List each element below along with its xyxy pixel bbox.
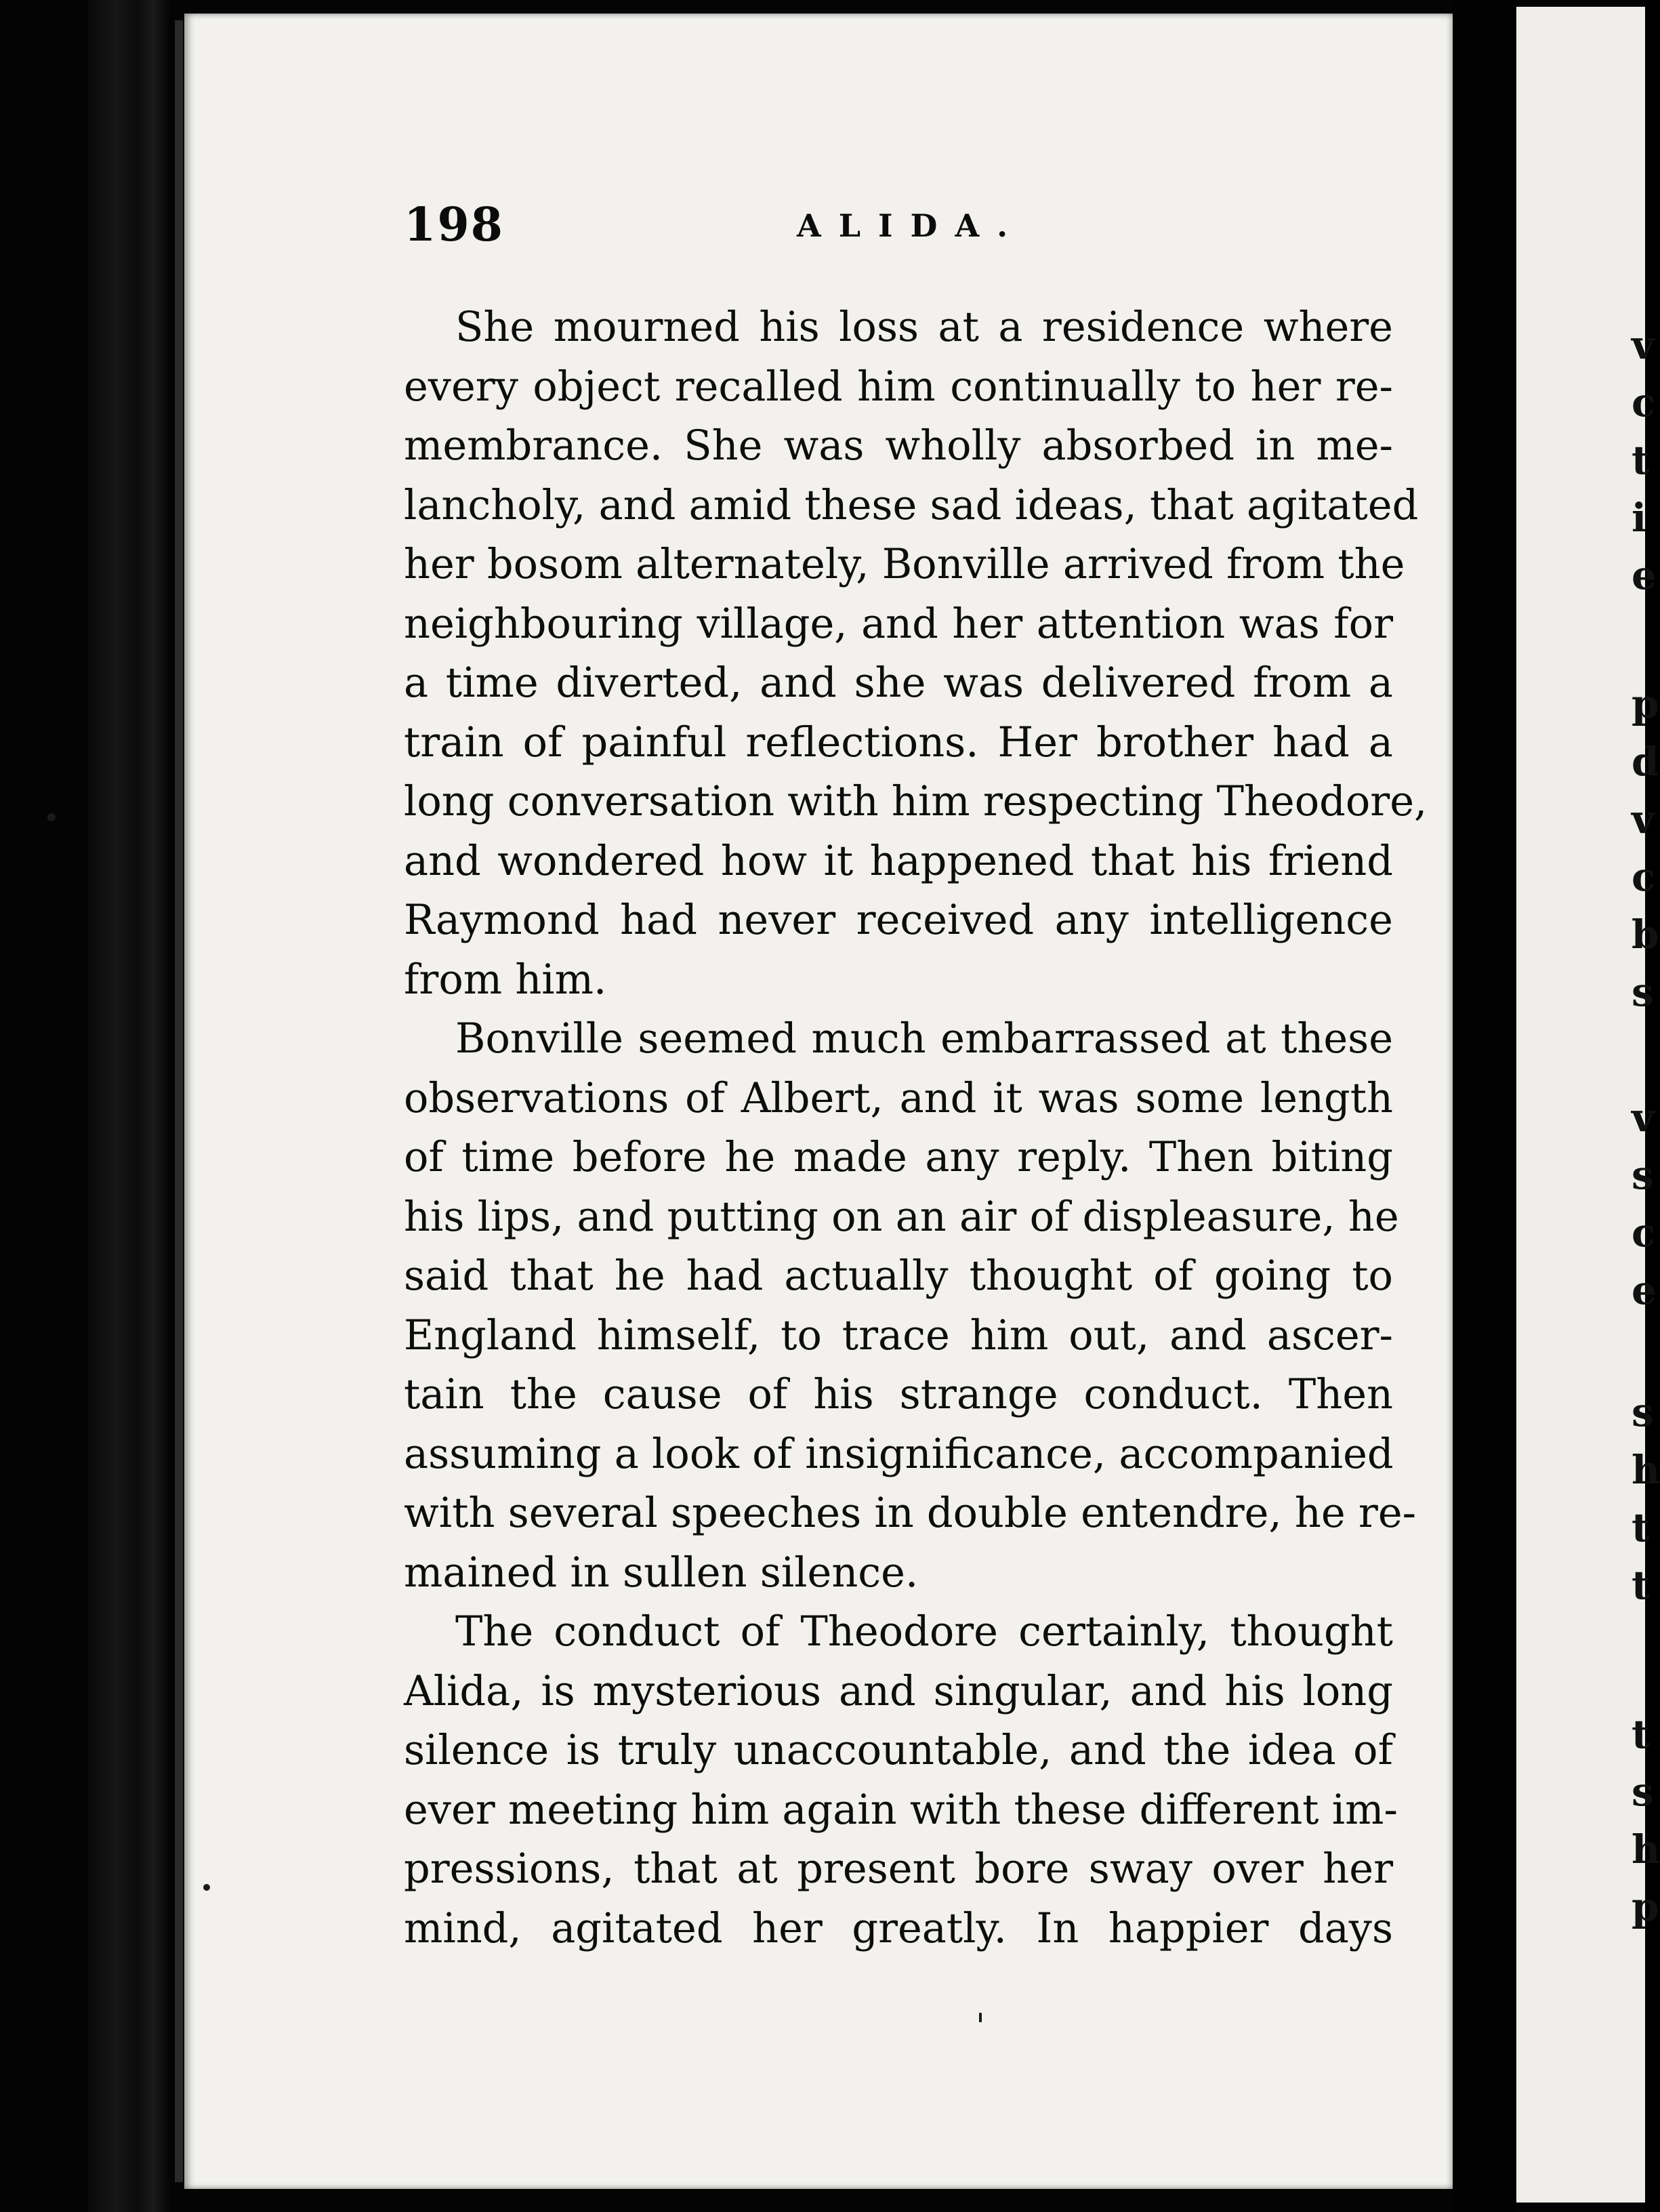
facing-letter: h: [1632, 1447, 1660, 1493]
facing-letter: t: [1632, 1562, 1650, 1608]
page-number: 198: [404, 198, 504, 252]
text-line: her bosom alternately, Bonville arrived from the: [404, 541, 1405, 588]
text-line: tain the cause of his strange conduct. Then: [404, 1371, 1393, 1418]
facing-letter: v: [1632, 322, 1655, 368]
facing-letter: i: [1632, 495, 1647, 541]
scan-speck: [979, 2013, 982, 2022]
text-line: She mourned his loss at a residence where: [455, 304, 1393, 351]
text-line: long conversation with him respecting Theodore,: [404, 778, 1428, 825]
body-text: [404, 298, 1428, 1959]
text-line: silence is truly unaccountable, and the idea of: [404, 1727, 1393, 1774]
text-line: neighbouring village, and her attention was for: [404, 600, 1393, 648]
text-line: England himself, to trace him out, and ascer-: [404, 1311, 1393, 1359]
scan-speck: [47, 813, 56, 821]
facing-letter: s: [1632, 1152, 1654, 1198]
facing-letter: c: [1632, 380, 1656, 426]
scan-speck: [203, 1884, 210, 1891]
facing-letter: b: [1632, 912, 1659, 958]
spine-edge: [175, 20, 183, 2182]
facing-letter: h: [1632, 1826, 1660, 1872]
facing-letter: p: [1632, 1884, 1659, 1930]
page-header: [404, 198, 1393, 252]
facing-letter: p: [1632, 681, 1659, 727]
text-line: his lips, and putting on an air of displeasure, he: [404, 1193, 1399, 1241]
paragraph-3: [404, 1603, 1398, 1959]
paragraph-2: [404, 1010, 1417, 1603]
facing-page-edge: [1516, 7, 1660, 2203]
text-line: every object recalled him continually to her re-: [404, 363, 1393, 411]
facing-letter: c: [1632, 1210, 1656, 1256]
text-line: mained in sullen silence.: [404, 1549, 919, 1597]
page-gutter: [1453, 0, 1516, 2212]
facing-letter: e: [1632, 552, 1657, 598]
facing-letter: s: [1632, 1769, 1654, 1815]
facing-letter: s: [1632, 969, 1654, 1015]
facing-letter: c: [1632, 854, 1656, 900]
text-line: with several speeches in double entendre, he re-: [404, 1490, 1417, 1537]
facing-letter: d: [1632, 739, 1659, 785]
facing-letter: t: [1632, 1711, 1650, 1757]
text-line: train of painful reflections. Her brother had a: [404, 718, 1393, 766]
text-line: Alida, is mysterious and singular, and his long: [404, 1667, 1393, 1715]
text-line: observations of Albert, and it was some length: [404, 1074, 1393, 1122]
text-line: membrance. She was wholly absorbed in me-: [404, 422, 1393, 470]
book-binding: [88, 0, 169, 2212]
text-line: said that he had actually thought of going to: [404, 1252, 1393, 1300]
facing-letter: t: [1632, 1504, 1650, 1551]
text-line: Bonville seemed much embarrassed at these: [455, 1015, 1393, 1063]
facing-letter: t: [1632, 437, 1650, 483]
facing-letter: v: [1632, 1094, 1655, 1141]
text-line: lancholy, and amid these sad ideas, that agitated: [404, 481, 1419, 529]
text-line: Raymond had never received any intelligence: [404, 897, 1393, 944]
text-line: The conduct of Theodore certainly, thought: [455, 1608, 1393, 1656]
text-line: of time before he made any reply. Then biting: [404, 1134, 1393, 1181]
text-line: a time diverted, and she was delivered from a: [404, 659, 1393, 707]
text-line: ever meeting him again with these different im-: [404, 1786, 1398, 1834]
text-line: mind, agitated her greatly. In happier days: [404, 1904, 1393, 1952]
text-line: and wondered how it happened that his friend: [404, 837, 1393, 885]
facing-letter: v: [1632, 796, 1655, 842]
facing-letter: s: [1632, 1389, 1654, 1435]
running-head: ALIDA.: [797, 207, 1026, 244]
text-line: assuming a look of insignificance, accompanied: [404, 1430, 1394, 1478]
facing-letter: e: [1632, 1267, 1657, 1313]
paragraph-1: [404, 298, 1428, 1010]
text-line: from him.: [404, 956, 607, 1004]
text-line: pressions, that at present bore sway over her: [404, 1845, 1393, 1893]
